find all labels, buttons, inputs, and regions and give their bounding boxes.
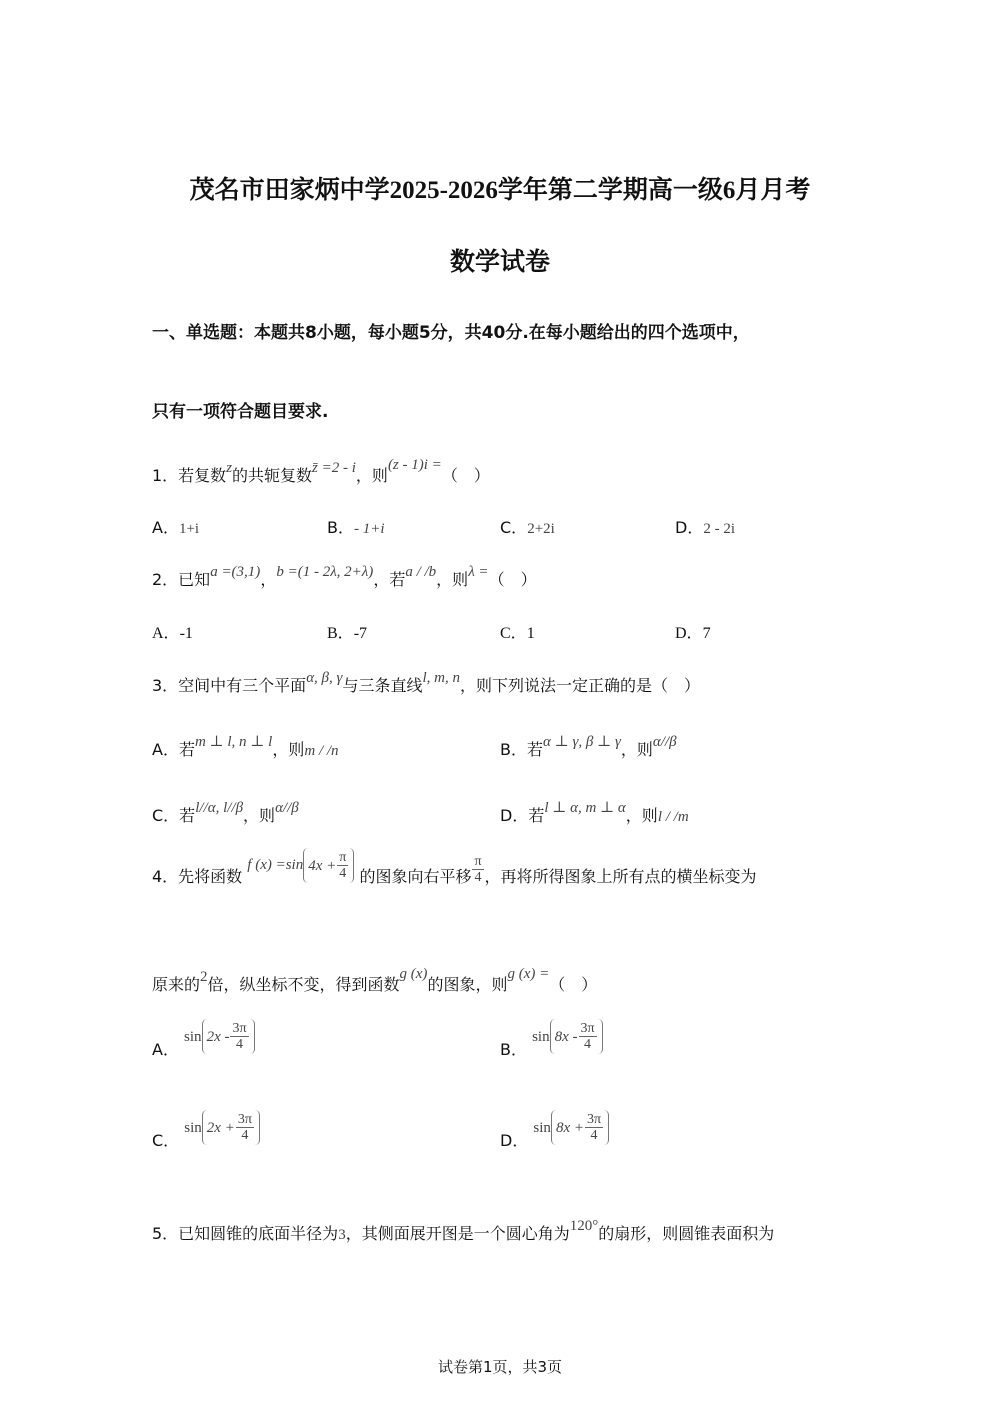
q2-math-a: a =(3,1) <box>210 564 261 580</box>
q1-option-a <box>152 515 199 538</box>
q4-text: 倍，纵坐标不变，得到函数 <box>207 975 400 994</box>
option-result: α//β <box>652 734 677 750</box>
option-value: - 1+i <box>353 521 385 537</box>
option-label: C． <box>500 518 528 537</box>
option-paren <box>551 1110 609 1145</box>
option-label: B． <box>327 625 354 642</box>
q4-math-two: 2 <box>200 969 208 985</box>
q3-math-planes: α, β, γ <box>306 670 343 686</box>
option-then: ，则 <box>625 806 658 825</box>
q4-text: 的图象，则 <box>427 975 508 994</box>
q3-option-d <box>500 800 689 826</box>
sin-label: sin <box>532 1029 550 1045</box>
q5-text: 的扇形，则圆锥表面积为 <box>598 1224 775 1243</box>
q4-function-f: f (x) =sin <box>247 857 304 873</box>
q4-option-a <box>152 1021 255 1060</box>
q1-text: ，则 <box>355 466 388 485</box>
option-result: m / /n <box>304 743 339 759</box>
option-then: ，则 <box>272 740 305 759</box>
option-value: 7 <box>702 625 711 642</box>
option-value: -1 <box>179 625 193 642</box>
q2-math-lambda: λ = <box>468 564 489 580</box>
option-condition: l ⊥ α, m ⊥ α <box>544 800 626 816</box>
q4-function-inner: 4x + <box>308 858 337 874</box>
denominator: 4 <box>474 870 482 885</box>
q1-text: 1．若复数 <box>152 466 227 485</box>
option-label: A．若 <box>152 740 195 759</box>
option-label: D． <box>675 518 704 537</box>
question-4-line1 <box>152 850 757 898</box>
option-value: 2+2i <box>527 521 555 537</box>
q4-brackets: （ ） <box>549 975 598 994</box>
q4-pi-over-4 <box>337 850 348 881</box>
option-value: -7 <box>353 625 368 642</box>
question-3 <box>152 670 700 696</box>
question-1 <box>152 457 490 486</box>
option-paren <box>202 1110 260 1145</box>
q4-text: 的图象向右平移 <box>359 867 472 886</box>
q2-math-parallel: a / /b <box>405 564 437 580</box>
q3-math-lines: l, m, n <box>422 670 460 686</box>
sin-label: sin <box>184 1120 202 1136</box>
q1-option-b <box>327 515 385 538</box>
question-4-line2 <box>152 966 598 995</box>
q3-option-a <box>152 734 339 760</box>
sin-label: sin <box>533 1120 551 1136</box>
numerator: π <box>339 850 347 865</box>
denominator: 4 <box>236 1037 243 1052</box>
q4-function-g-eq: g (x) = <box>507 966 550 982</box>
denominator: 4 <box>584 1037 592 1052</box>
option-label: C． <box>500 625 527 642</box>
option-condition: α ⊥ γ, β ⊥ γ <box>542 734 621 750</box>
option-then: ，则 <box>620 740 653 759</box>
option-fraction <box>236 1112 254 1143</box>
section-heading-line1: 一、单选题：本题共8小题，每小题5分，共40分.在每小题给出的四个选项中， <box>152 323 750 343</box>
option-label: C． <box>152 1131 180 1150</box>
option-inner: 2x - <box>206 1029 230 1045</box>
option-label: A． <box>152 1040 179 1059</box>
q1-math-z: z <box>226 460 233 476</box>
q3-option-c <box>152 800 299 826</box>
option-value: 1 <box>526 625 535 642</box>
option-then: ，则 <box>243 806 276 825</box>
numerator: 3π <box>586 1112 602 1127</box>
sin-label: sin <box>184 1029 202 1045</box>
q1-option-c <box>500 515 555 538</box>
q2-text: ，则 <box>436 570 469 589</box>
option-inner: 8x + <box>555 1120 584 1136</box>
q3-text: ，则下列说法一定正确的是（ ） <box>459 676 700 695</box>
option-condition: m ⊥ l, n ⊥ l <box>194 734 273 750</box>
option-paren <box>550 1019 603 1054</box>
option-label: B． <box>500 1040 527 1059</box>
numerator: 3π <box>232 1021 247 1036</box>
q2-option-a <box>152 620 193 643</box>
option-fraction <box>230 1021 248 1052</box>
numerator: 3π <box>237 1112 252 1127</box>
option-fraction <box>579 1021 597 1052</box>
option-label: A． <box>152 625 180 642</box>
q2-text: 2．已知 <box>152 570 211 589</box>
option-condition: l//α, l//β <box>195 800 244 816</box>
option-inner: 8x - <box>554 1029 578 1045</box>
page-footer: 试卷第1页，共3页 <box>437 1358 563 1376</box>
q2-text: ，若 <box>373 570 406 589</box>
q4-function-paren <box>303 848 354 883</box>
q4-text: 原来的 <box>152 975 201 994</box>
option-label: D．若 <box>500 806 545 825</box>
q5-text: ，其侧面展开图是一个圆心角为 <box>345 1224 570 1243</box>
q5-math-angle: 120° <box>569 1218 599 1234</box>
question-5 <box>152 1218 775 1244</box>
q1-math-expr: (z - 1)i = <box>387 457 442 473</box>
option-label: D． <box>500 1131 529 1150</box>
exam-title-line2: 数学试卷 <box>449 249 550 276</box>
q4-function-g: g (x) <box>399 966 428 982</box>
option-value: 1+i <box>178 521 200 537</box>
q4-option-d <box>500 1112 609 1151</box>
denominator: 4 <box>590 1128 598 1143</box>
q2-text: ， <box>260 570 277 589</box>
q3-option-b <box>500 734 677 760</box>
option-label: A． <box>152 518 179 537</box>
q4-text: ，再将所得图象上所有点的横坐标变为 <box>484 867 757 886</box>
q3-text: 与三条直线 <box>342 676 423 695</box>
q2-math-b: b =(1 - 2λ, 2+λ) <box>276 564 374 580</box>
q4-shift-fraction <box>472 854 483 885</box>
numerator: π <box>474 854 482 869</box>
q1-option-d <box>675 515 735 538</box>
q2-option-b <box>327 620 367 643</box>
option-label: B． <box>327 518 354 537</box>
q5-text: 5．已知圆锥的底面半径为 <box>152 1224 339 1243</box>
option-result: l / /m <box>657 809 689 825</box>
q2-brackets: （ ） <box>488 570 537 589</box>
option-paren <box>202 1019 255 1054</box>
q2-option-d <box>675 620 711 643</box>
option-label: D． <box>675 625 703 642</box>
q4-option-b <box>500 1021 603 1060</box>
q2-option-c <box>500 620 535 643</box>
option-label: C．若 <box>152 806 196 825</box>
q4-option-c <box>152 1112 260 1151</box>
q1-brackets: （ ） <box>441 466 490 485</box>
option-value: 2 - 2i <box>703 521 735 537</box>
option-result: α//β <box>275 800 299 816</box>
q4-text: 4．先将函数 <box>152 867 243 886</box>
section-heading-line2: 只有一项符合题目要求. <box>152 402 329 422</box>
denominator: 4 <box>241 1128 249 1143</box>
q3-text: 3．空间中有三个平面 <box>152 676 307 695</box>
option-label: B．若 <box>500 740 543 759</box>
q1-math-conj: z̄ =2 - i <box>312 460 356 476</box>
q1-text: 的共轭复数 <box>232 466 313 485</box>
option-inner: 2x + <box>206 1120 235 1136</box>
denominator: 4 <box>339 866 347 881</box>
question-2 <box>152 564 537 590</box>
numerator: 3π <box>580 1021 595 1036</box>
exam-title-line1: 茂名市田家炳中学2025-2026学年第二学期高一级6月月考 <box>189 177 811 204</box>
q5-math-radius: 3 <box>338 1227 346 1243</box>
option-fraction <box>585 1112 603 1143</box>
